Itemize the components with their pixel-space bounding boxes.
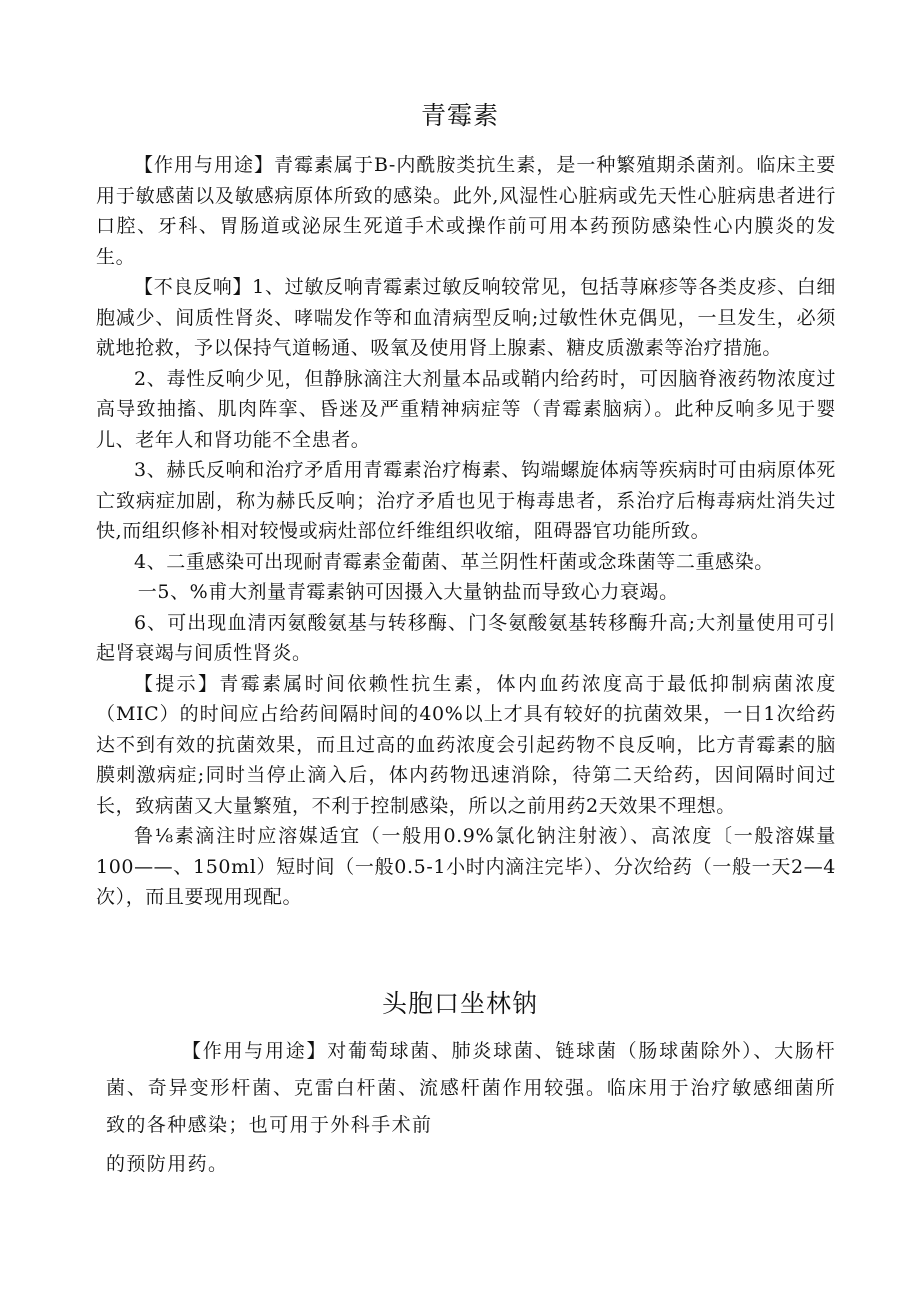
paragraph-cefazolin-usage: 【作用与用途】对葡萄球菌、肺炎球菌、链球菌（肠球菌除外）、大肠杆菌、奇异变形杆菌、克雷白杆菌、流感杆菌作用较强。临床用于治疗敏感细菌所致的各种感染；也可用于外科手术前 xyxy=(106,1040,836,1136)
paragraph-usage: 【作用与用途】青霉素属于B-内酰胺类抗生素，是一种繁殖期杀菌剂。临床主要用于敏感菌以及敏感病原体所致的感染。此外,风湿性心脏病或先天性心脏病患者进行口腔、牙科、胃肠道或泌尿生死道手术或操作前可用本药预防感染性心内膜炎的发生。 xyxy=(96,154,836,268)
paragraph-adverse-reaction-3: 3、赫氏反响和治疗矛盾用青霉素治疗梅素、钩端螺旋体病等疾病时可由病原体死亡致病症加剧，称为赫氏反响；治疗矛盾也见于梅毒患者，系治疗后梅毒病灶消失过快,而组织修补相对较慢或病灶部位纤维组织收缩，阻碍器官功能所致。 xyxy=(96,459,836,542)
section-title-cefazolin: 头胞口坐林钠 xyxy=(381,989,538,1018)
paragraph-adverse-reaction-6: 6、可出现血清丙氨酸氨基与转移酶、门冬氨酸氨基转移酶升高;大剂量使用可引起肾衰竭与间质性肾炎。 xyxy=(96,611,836,664)
paragraph-cefazolin-usage-tail: 的预防用药。 xyxy=(106,1153,229,1175)
section-body-cefazolin xyxy=(106,1033,836,1183)
paragraph-adverse-reaction-5: 一5、%甫大剂量青霉素钠可因摄入大量钠盐而导致心力衰竭。 xyxy=(137,581,679,603)
paragraph-tips: 【提示】青霉素属时间依赖性抗生素，体内血药浓度高于最低抑制病菌浓度（MIC）的时间应占给药间隔时间的40%以上才具有较好的抗菌效果，一日1次给药达不到有效的抗菌效果，而且过高的血药浓度会引起药物不良反响，比方青霉素的脑膜刺激病症;同时当停止滴入后，体内药物迅速消除，待第二天给药，因间隔时间过长，致病菌又大量繁殖，不利于控制感染，所以之前用药2天效果不理想。 xyxy=(96,672,836,817)
paragraph-adverse-reaction-1: 【不良反响】1、过敏反响青霉素过敏反响较常见，包括荨麻疹等各类皮疹、白细胞减少、间质性肾炎、哮喘发作等和血清病型反响;过敏性休克偶见，一旦发生，必须就地抢救，予以保持气道畅通、吸氧及使用肾上腺素、糖皮质激素等治疗措施。 xyxy=(96,276,836,359)
section-body-penicillin xyxy=(96,150,836,913)
section-title-penicillin: 青霉素 xyxy=(420,101,499,130)
paragraph-adverse-reaction-2: 2、毒性反响少见，但静脉滴注大剂量本品或鞘内给药时，可因脑脊液药物浓度过高导致抽搐、肌肉阵挛、昏迷及严重精神病症等（青霉素脑病）。此种反响多见于婴儿、老年人和肾功能不全患者。 xyxy=(96,367,836,451)
paragraph-adverse-reaction-4: 4、二重感染可出现耐青霉素金葡菌、革兰阴性杆菌或念珠菌等二重感染。 xyxy=(134,550,774,573)
paragraph-administration: 鲁⅛素滴注时应溶媒适宜（一般用0.9%氯化钠注射液）、高浓度〔一般溶媒量100——、150ml）短时间（一般0.5-1小时内滴注完毕）、分次给药（一般一天2—4次），而且要现用现配。 xyxy=(96,825,836,908)
